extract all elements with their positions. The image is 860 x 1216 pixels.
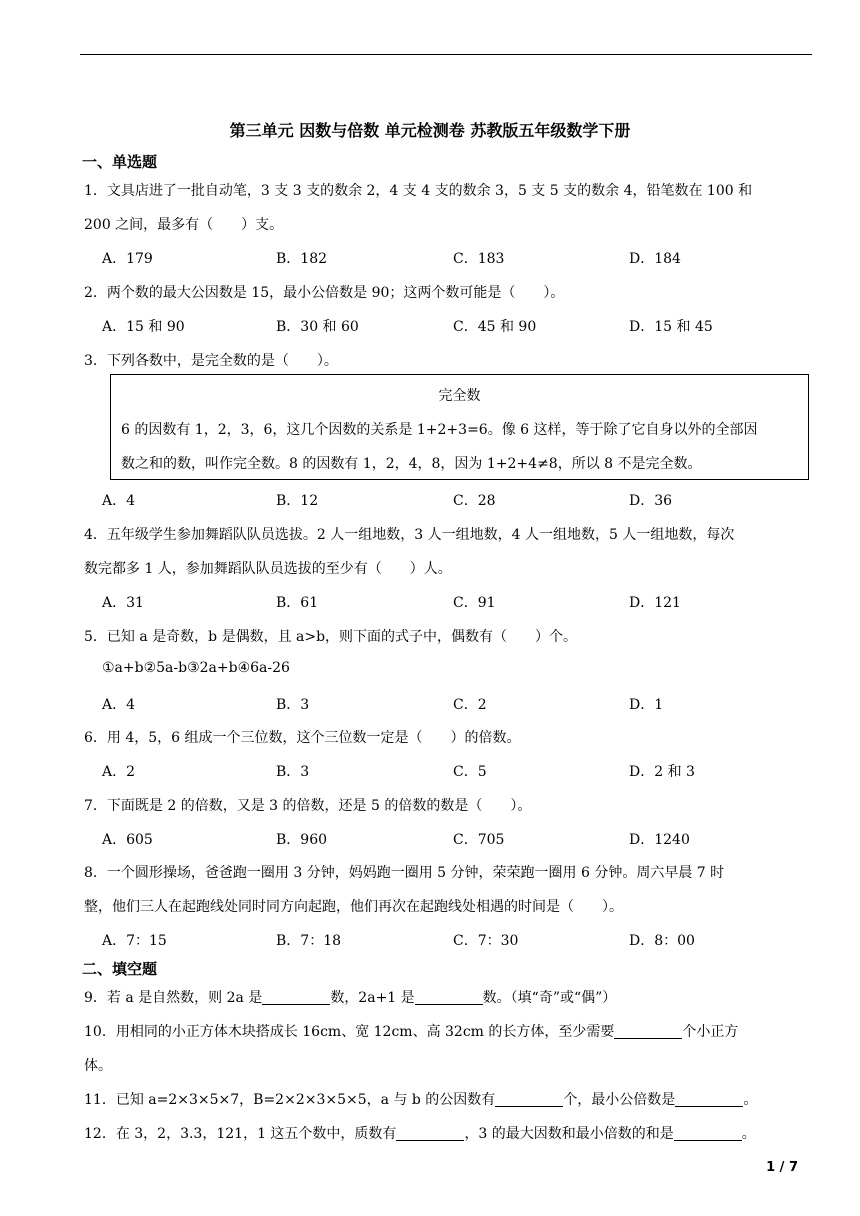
box-line-1: 6 的因数有 1，2，3，6，这几个因数的关系是 1+2+3=6。像 6 这样，等于除了它自身以外的全部因 [121, 422, 758, 438]
section-heading-fill-blank: 二、填空题 [82, 960, 158, 978]
option-b: B．3 [276, 697, 310, 713]
option-d: D．36 [629, 493, 673, 509]
option-a: A．2 [102, 764, 136, 780]
option-c: C．7：30 [453, 933, 519, 949]
question-10-text-1: 10．用相同的小正方体木块搭成长 16cm、宽 12cm、高 32cm 的长方体，至少需要 [84, 1024, 615, 1040]
question-4-line-1: 4．五年级学生参加舞蹈队队员选拔。2 人一组地数，3 人一组地数，4 人一组地数，5 人一组地数，每次 [84, 527, 735, 543]
question-4-options [0, 592, 860, 612]
box-line-2: 数之和的数，叫作完全数。8 的因数有 1，2，4，8，因为 1+2+4≠8，所以 8 不是完全数。 [121, 456, 702, 472]
option-a: A．4 [102, 697, 136, 713]
option-c: C．5 [453, 764, 487, 780]
option-a: A．179 [102, 251, 153, 267]
option-b: B．61 [276, 595, 319, 611]
option-b: B．960 [276, 832, 328, 848]
option-d: D．1 [629, 697, 664, 713]
option-c: C．705 [453, 832, 505, 848]
question-7-line-1: 7．下面既是 2 的倍数，又是 3 的倍数，还是 5 的倍数的数是（ ）。 [84, 798, 532, 814]
box-title: 完全数 [438, 388, 481, 404]
question-12-text-3: 。 [741, 1126, 756, 1142]
answer-blank [495, 1092, 563, 1107]
header-rule [80, 54, 812, 55]
page-title: 第三单元 因数与倍数 单元检测卷 苏教版五年级数学下册 [229, 121, 631, 140]
option-d: D．121 [629, 595, 681, 611]
option-d: D．2 和 3 [629, 764, 695, 780]
option-b: B．3 [276, 764, 310, 780]
answer-blank [614, 1024, 682, 1039]
question-9 [84, 987, 616, 1007]
option-a: A．4 [102, 493, 136, 509]
question-12 [84, 1123, 756, 1143]
option-b: B．7：18 [276, 933, 342, 949]
answer-blank [675, 1092, 743, 1107]
perfect-number-definition-box [110, 374, 809, 480]
option-b: B．30 和 60 [276, 319, 359, 335]
option-a: A．605 [102, 832, 153, 848]
option-c: C．183 [453, 251, 505, 267]
answer-blank [674, 1126, 742, 1141]
option-b: B．182 [276, 251, 328, 267]
question-7-options [0, 829, 860, 849]
question-12-text-1: 12．在 3，2，3.3，121，1 这五个数中，质数有 [84, 1126, 397, 1142]
question-1-line-1: 1．文具店进了一批自动笔，3 支 3 支的数余 2，4 支 4 支的数余 3，5 支 5 支的数余 4，铅笔数在 100 和 [84, 183, 753, 199]
question-8-line-1: 8．一个圆形操场，爸爸跑一圈用 3 分钟，妈妈跑一圈用 5 分钟，荣荣跑一圈用 6 分钟。周六早晨 7 时 [84, 865, 725, 881]
question-11-text-1: 11．已知 a=2×3×5×7，B=2×2×3×5×5，a 与 b 的公因数有 [84, 1092, 496, 1108]
section-heading-single-choice: 一、单选题 [82, 153, 158, 171]
question-8-line-2: 整，他们三人在起跑线处同时同方向起跑，他们再次在起跑线处相遇的时间是（ ）。 [84, 899, 623, 915]
answer-blank [262, 990, 330, 1005]
question-1-line-2: 200 之间，最多有（ ）支。 [84, 217, 284, 233]
question-5-expressions: ①a+b②5a-b③2a+b④6a-26 [102, 660, 290, 676]
option-d: D．184 [629, 251, 681, 267]
option-c: C．45 和 90 [453, 319, 537, 335]
question-2-line-1: 2．两个数的最大公因数是 15，最小公倍数是 90；这两个数可能是（ ）。 [84, 285, 565, 301]
question-9-text-1: 9．若 a 是自然数，则 2a 是 [84, 990, 263, 1006]
question-10-line-2: 体。 [84, 1058, 112, 1074]
question-11-text-2: 个，最小公倍数是 [563, 1092, 676, 1108]
option-c: C．2 [453, 697, 487, 713]
option-c: C．91 [453, 595, 496, 611]
question-6-line-1: 6．用 4，5，6 组成一个三位数，这个三位数一定是（ ）的倍数。 [84, 730, 521, 746]
question-9-text-3: 数。（填“奇”或“偶”） [482, 990, 617, 1006]
question-10-line-1 [84, 1021, 738, 1041]
question-11-text-3: 。 [743, 1092, 758, 1108]
option-a: A．15 和 90 [102, 319, 185, 335]
question-9-text-2: 数，2a+1 是 [330, 990, 415, 1006]
question-1-options [0, 248, 860, 268]
option-c: C．28 [453, 493, 496, 509]
option-a: A．31 [102, 595, 144, 611]
question-12-text-2: ，3 的最大因数和最小倍数的和是 [464, 1126, 674, 1142]
option-d: D．1240 [629, 832, 690, 848]
question-5-line-1: 5．已知 a 是奇数，b 是偶数，且 a>b，则下面的式子中，偶数有（ ）个。 [84, 629, 578, 645]
option-b: B．12 [276, 493, 319, 509]
option-d: D．15 和 45 [629, 319, 713, 335]
question-8-options [0, 930, 860, 950]
question-3-line-1: 3．下列各数中，是完全数的是（ ）。 [84, 353, 338, 369]
option-d: D．8：00 [629, 933, 695, 949]
page-number: 1 / 7 [766, 1160, 798, 1175]
answer-blank [396, 1126, 464, 1141]
option-a: A．7：15 [102, 933, 167, 949]
question-5-options [0, 694, 860, 714]
question-6-options [0, 761, 860, 781]
question-3-options [0, 490, 860, 510]
question-2-options [0, 316, 860, 336]
question-10-text-2: 个小正方 [682, 1024, 739, 1040]
answer-blank [415, 990, 483, 1005]
question-4-line-2: 数完都多 1 人，参加舞蹈队队员选拔的至少有（ ）人。 [84, 561, 452, 577]
question-11 [84, 1089, 757, 1109]
